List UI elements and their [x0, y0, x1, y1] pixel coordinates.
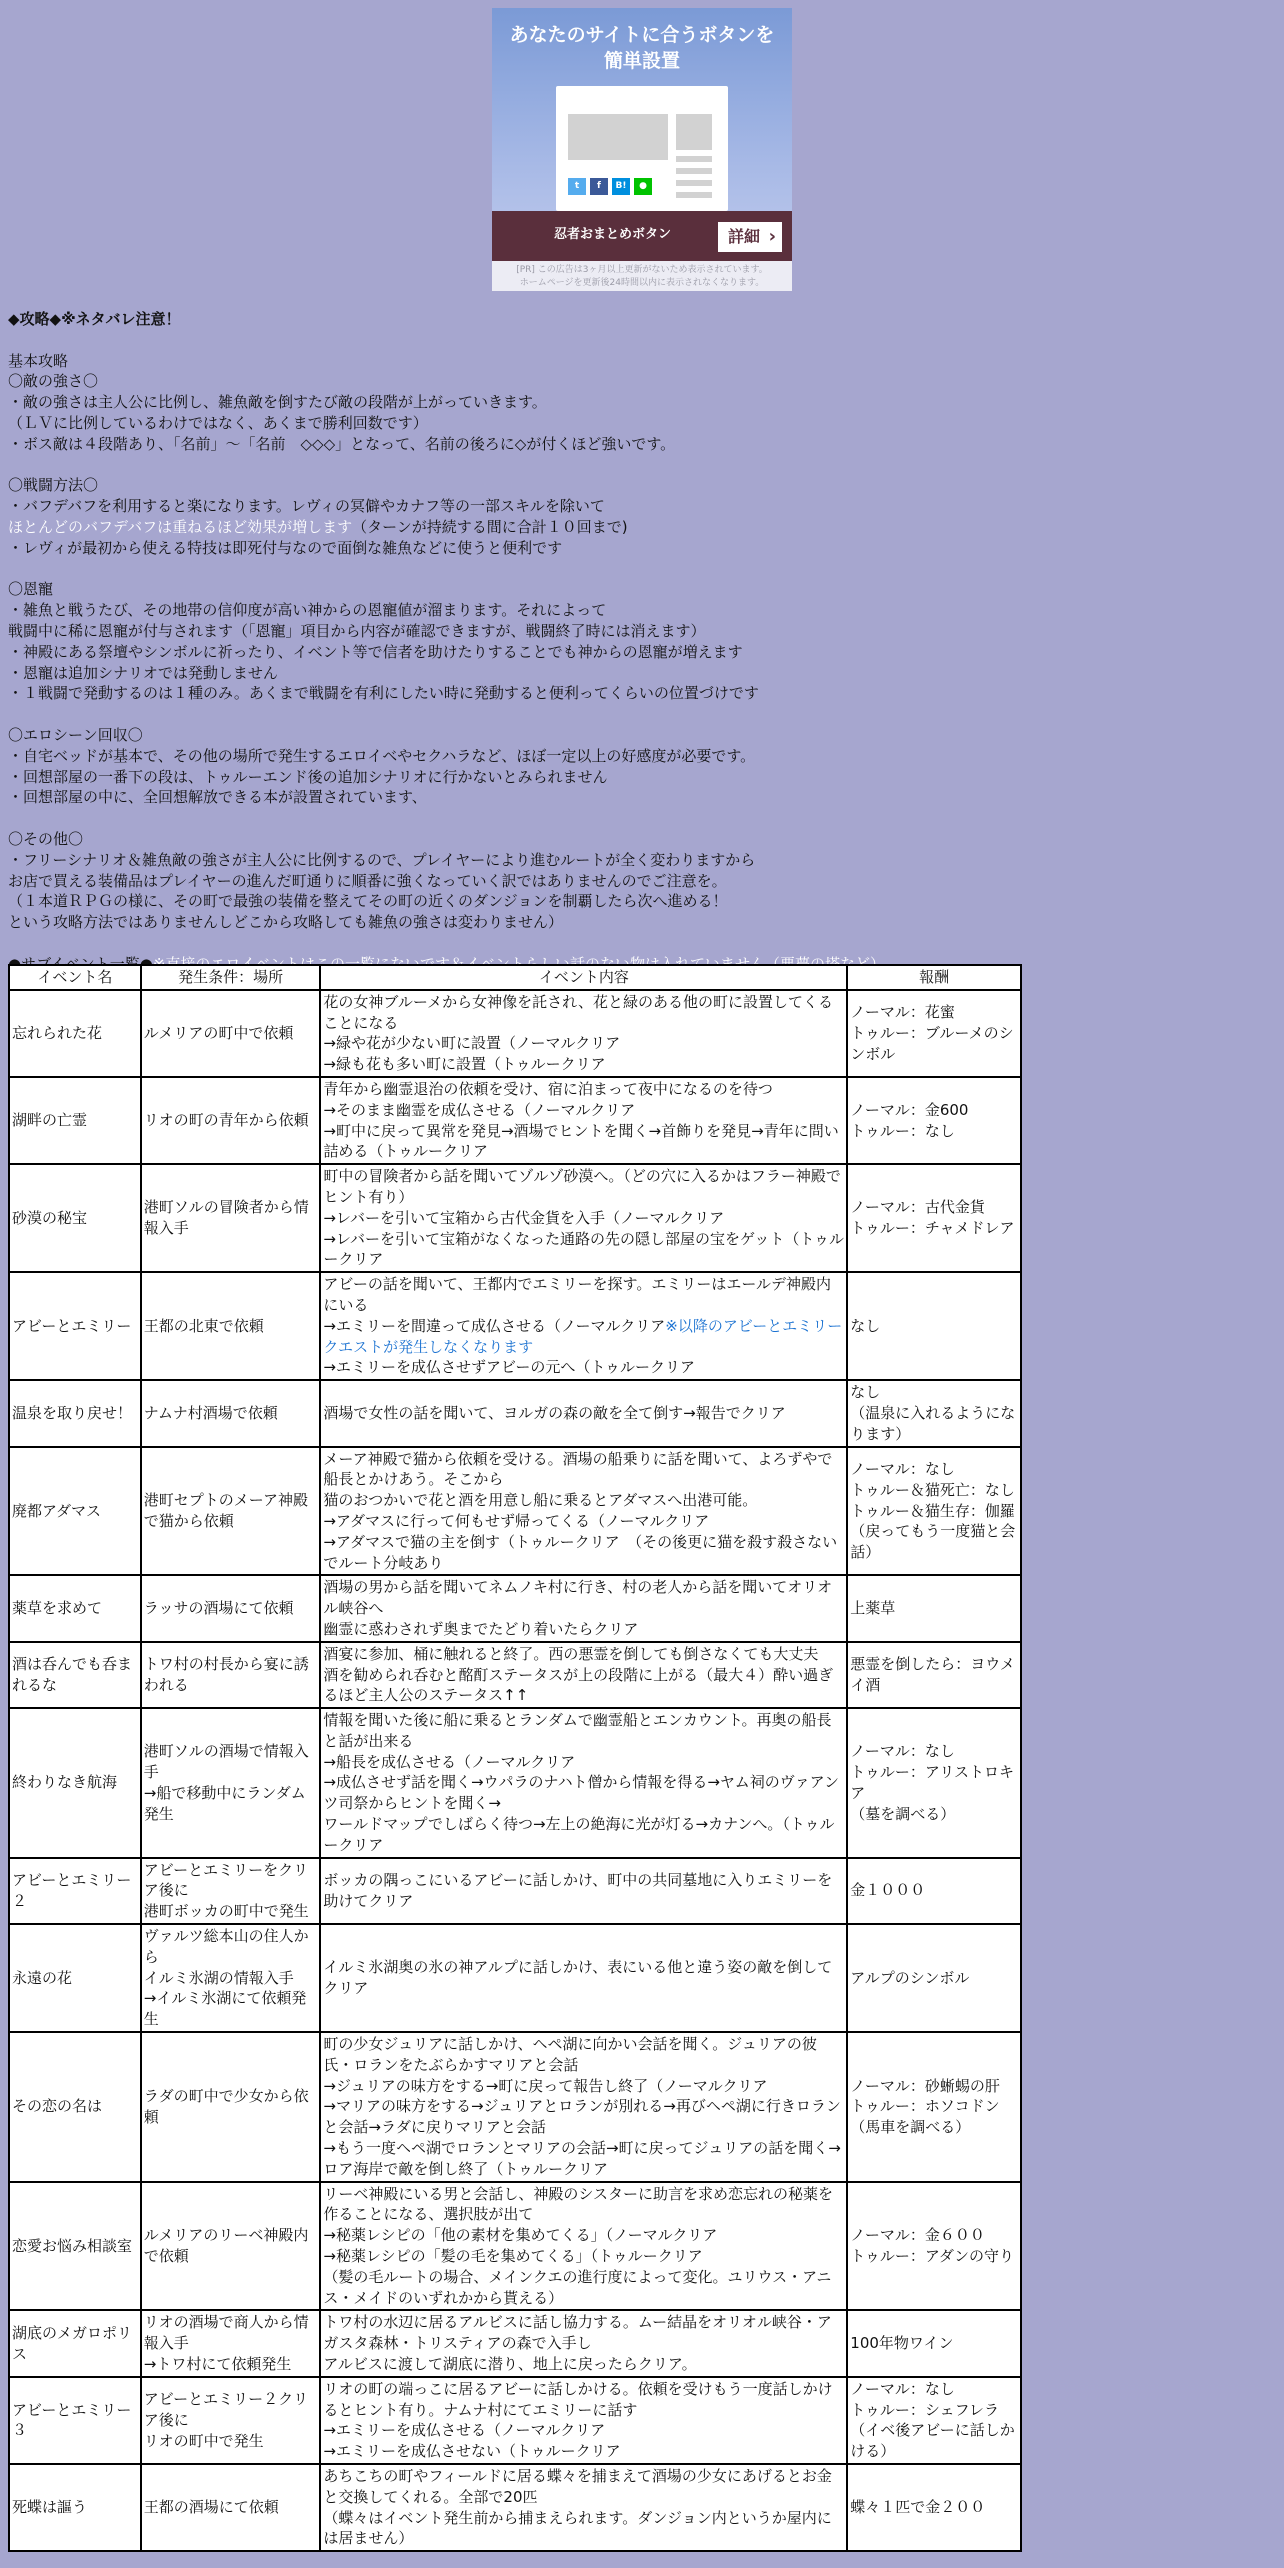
cell-line: →町中に戻って異常を発見→酒場でヒントを聞く→首飾りを発見→青年に問い詰める（トゥルークリア: [323, 1121, 839, 1161]
cell-line: トゥルー：ブルーメのシンボル: [850, 1023, 1014, 1063]
cell-line: →レバーを引いて宝箱から古代金貨を入手（ノーマルクリア: [323, 1208, 725, 1227]
cell-line: 情報を聞いた後に船に乗るとランダムで幽霊船とエンカウント。再奥の船長と話が出来る: [323, 1711, 832, 1750]
cell-line: アビーとエミリー２クリア後に: [143, 2390, 309, 2429]
event-condition-cell: [141, 1642, 321, 1708]
cell-line: トゥルー＆猫生存：伽羅: [850, 1501, 1015, 1520]
text-line: ・神殿にある祭壇やシンボルに祈ったり、イベント等で信者を助けたりすることでも神からの恩寵が増えます: [8, 642, 743, 661]
cell-line: なし: [850, 1383, 881, 1402]
ad-title-line: あなたのサイトに合うボタンを: [509, 24, 775, 46]
table-row: [9, 1164, 1021, 1272]
text-line: ・フリーシナリオ＆雑魚敵の強さが主人公に比例するので、プレイヤーにより進むルートが全く変わりますから: [8, 850, 756, 869]
cell-line: →レバーを引いて宝箱がなくなった通路の先の隠し部屋の宝をゲット（トゥルークリア: [323, 1229, 844, 1269]
cell-line: →もう一度ヘペ湖でロランとマリアの会話→町に戻ってジュリアの話を聞く→ロア海岸で敵を倒し終了（トゥルークリア: [323, 2139, 841, 2178]
event-condition-cell: [141, 1380, 321, 1446]
event-name-cell: [9, 990, 141, 1077]
column-header: イベント名: [9, 965, 141, 990]
column-header: 発生条件：場所: [141, 965, 321, 990]
text-span: （ターンが持続する間に合計１０回まで): [352, 517, 628, 536]
event-name-cell: [9, 1858, 141, 1924]
text-line: （１本道ＲＰＧの様に、その町で最強の装備を整えてその町の近くのダンジョンを制覇したら次へ進める！: [8, 892, 728, 911]
table-header-row: [9, 965, 1021, 990]
event-reward-cell: [847, 2032, 1021, 2182]
cell-line: →エミリーを成仏させずアビーの元へ（トゥルークリア: [323, 1358, 696, 1377]
text-line: ・１戦闘で発動するのは１種のみ。あくまで戦闘を有利にしたい時に発動すると便利ってくらいの位置づけです: [8, 684, 759, 703]
event-content-cell: [320, 2464, 847, 2551]
cell-line: 砂漠の秘宝: [12, 1208, 88, 1227]
event-name-cell: [9, 2032, 141, 2182]
event-condition-cell: [141, 1858, 321, 1924]
table-row: [9, 2182, 1021, 2311]
text-line: [8, 517, 1268, 538]
cell-line: イルミ氷湖の情報入手: [143, 1968, 294, 1987]
cell-line: 上薬草: [850, 1599, 896, 1618]
cell-line: ノーマル：花蜜: [850, 1003, 955, 1022]
guide-heading: ◆攻略◆※ネタバレ注意！: [8, 310, 181, 328]
event-name-cell: [9, 1380, 141, 1446]
column-header: 報酬: [847, 965, 1021, 990]
event-condition-cell: [141, 2377, 321, 2464]
event-content-cell: [320, 1858, 847, 1924]
event-content-cell: [320, 990, 847, 1077]
table-row: [9, 1272, 1021, 1380]
text-line: ・バフデバフを利用すると楽になります。レヴィの冥僻やカナフ等の一部スキルを除いて: [8, 497, 605, 516]
event-condition-cell: [141, 2310, 321, 2376]
event-content-cell: [320, 2377, 847, 2464]
column-header: イベント内容: [320, 965, 847, 990]
cell-line: →秘薬レシピの「他の素材を集めてくる」（ノーマルクリア: [323, 2226, 718, 2245]
table-row: [9, 1077, 1021, 1164]
event-content-cell: [320, 1708, 847, 1858]
event-condition-cell: [141, 1708, 321, 1858]
event-reward-cell: [847, 2377, 1021, 2464]
ad-banner[interactable]: [492, 8, 792, 291]
cell-line: 酒場で女性の話を聞いて、ヨルガの森の敵を全て倒す→報告でクリア: [323, 1403, 786, 1422]
table-row: [9, 2310, 1021, 2376]
event-condition-cell: [141, 1924, 321, 2032]
event-content-cell: [320, 1447, 847, 1576]
cell-line: ボッカの隅っこにいるアビーに話しかけ、町中の共同墓地に入りエミリーを助けてクリア: [323, 1871, 833, 1910]
cell-line: 酒は呑んでも呑まれるな: [12, 1655, 133, 1694]
cell-line: アルプのシンボル: [850, 1968, 970, 1987]
cell-line: トゥルー：チャメドレア: [850, 1219, 1015, 1238]
cell-line: ワールドマップでしばらく待つ→左上の絶海に光が灯る→カナンへ。（トゥルークリア: [323, 1815, 835, 1854]
cell-line: ノーマル：なし: [850, 1459, 955, 1478]
event-reward-cell: [847, 1858, 1021, 1924]
cell-line: トゥルー：ホソコドン: [850, 2097, 1000, 2116]
cell-line: トゥルー＆猫死亡：なし: [850, 1480, 1015, 1499]
cell-line: トワ村の村長から宴に誘われる: [143, 1655, 309, 1694]
event-content-cell: [320, 1575, 847, 1641]
cell-line: →エミリーを成仏させる（ノーマルクリア: [323, 2421, 606, 2440]
cell-line: 死蝶は謳う: [12, 2498, 88, 2517]
table-row: [9, 1380, 1021, 1446]
section-title: 〇エロシーン回収〇: [8, 725, 143, 744]
ad-logo: 忍者おまとめボタン: [554, 227, 672, 242]
line-icon: ●: [634, 178, 652, 195]
event-content-cell: [320, 1642, 847, 1708]
cell-line: →アダマスに行って何もせず帰ってくる（ノーマルクリア: [323, 1511, 710, 1530]
event-name-cell: [9, 2377, 141, 2464]
cell-line: 港町ボッカの町中で発生: [143, 1902, 309, 1921]
event-name-cell: [9, 1575, 141, 1641]
text-line: ・レヴィが最初から使える特技は即死付与なので面倒な雑魚などに使うと便利です: [8, 538, 563, 557]
text-line: 戦闘中に稀に恩寵が付与されます（「恩寵」項目から内容が確認できますが、戦闘終了時には消えます）: [8, 621, 706, 640]
cell-line: →船で移動中にランダム発生: [143, 1783, 306, 1823]
cell-line: →マリアの味方をする→ジュリアとロランが別れる→再びヘペ湖に行きロランと会話→ラダに戻りマリアと会話: [323, 2097, 841, 2137]
event-reward-cell: [847, 1924, 1021, 2032]
warning-note: ※以降のアビーとエミリークエストが発生しなくなります: [323, 1316, 843, 1356]
cell-line: →イルミ氷湖にて依頼発生: [143, 1989, 307, 2029]
text-line: ・自宅ベッドが基本で、その他の場所で発生するエロイベやセクハラなど、ほぼ一定以上の好感度が必要です。: [8, 746, 756, 765]
cell-line: 酒場の男から話を聞いてネムノキ村に行き、村の老人から話を聞いてオリオル峡谷へ: [323, 1578, 833, 1618]
section-title: 〇恩寵: [8, 580, 54, 599]
event-condition-cell: [141, 1164, 321, 1272]
cell-line: 酒を勧められ呑むと酩酊ステータスが上の段階に上がる（最大４）酔い過ぎるほど主人公のステータス↑↑: [323, 1665, 834, 1705]
cell-line: 温泉を取り戻せ！: [12, 1403, 133, 1422]
cell-line: 悪霊を倒したら：ヨウメイ酒: [850, 1655, 1015, 1694]
cell-line: 蝶々１匹で金２００: [850, 2498, 986, 2517]
event-content-cell: [320, 1380, 847, 1446]
cell-line: 猫のおつかいで花と酒を用意し船に乗るとアダマスへ出港可能。: [323, 1491, 758, 1510]
cell-line: ノーマル：金600: [850, 1100, 969, 1119]
event-name-cell: [9, 1924, 141, 2032]
event-reward-cell: [847, 2182, 1021, 2311]
table-row: [9, 1642, 1021, 1708]
cell-line: →船長を成仏させる（ノーマルクリア: [323, 1752, 576, 1771]
cell-line: 忘れられた花: [12, 1023, 103, 1042]
cell-line: リオの町中で発生: [143, 2431, 264, 2450]
ad-detail-button[interactable]: [718, 222, 782, 252]
cell-line: 青年から幽霊退治の依頼を受け、宿に泊まって夜中になるのを待つ: [323, 1079, 773, 1098]
event-content-cell: [320, 2310, 847, 2376]
cell-line: ノーマル：なし: [850, 2379, 955, 2398]
table-row: [9, 2377, 1021, 2464]
cell-line: →エミリーを成仏させない（トゥルークリア: [323, 2442, 621, 2461]
cell-line: →成仏させず話を聞く→ウパラのナハト僧から情報を得る→ヤム祠のヴァアンツ司祭からヒントを聞く→: [323, 1773, 840, 1813]
cell-line: ノーマル：金６００: [850, 2226, 985, 2245]
table-row: [9, 2464, 1021, 2551]
cell-line: →ジュリアの味方をする→町に戻って報告し終了（ノーマルクリア: [323, 2076, 768, 2095]
table-row: [9, 2032, 1021, 2182]
text-line: ・回想部屋の中に、全回想解放できる本が設置されています、: [8, 788, 427, 807]
event-condition-cell: [141, 990, 321, 1077]
cell-line: アルビスに渡して湖底に潜り、地上に戻ったらクリア。: [323, 2355, 697, 2373]
cell-line: 湖畔の亡霊: [12, 1111, 88, 1130]
cell-line: アビーとエミリー３: [12, 2400, 132, 2440]
table-row: [9, 1858, 1021, 1924]
cell-line: （イベ後アビーに話しかける）: [850, 2421, 1015, 2461]
event-name-cell: [9, 1642, 141, 1708]
cell-line: 幽霊に惑わされず奥までたどり着いたらクリア: [323, 1619, 639, 1638]
table-row: [9, 1575, 1021, 1641]
event-content-cell: [320, 1164, 847, 1272]
event-name-cell: [9, 1272, 141, 1380]
hatena-bookmark-icon: B!: [612, 178, 630, 195]
cell-line: 永遠の花: [12, 1968, 73, 1987]
ad-mockup-image: [556, 86, 728, 211]
event-content-cell: [320, 2182, 847, 2311]
cell-line: （戻ってもう一度猫と会話）: [850, 1522, 1016, 1562]
text-line: ・回想部屋の一番下の段は、トゥルーエンド後の追加シナリオに行かないとみられません: [8, 767, 608, 786]
cell-line: 港町ソルの酒場で情報入手: [143, 1742, 309, 1782]
event-condition-cell: [141, 1575, 321, 1641]
cell-line: →トワ村にて依頼発生: [143, 2355, 292, 2373]
cell-line: なし: [850, 1316, 881, 1335]
cell-line: （墓を調べる）: [850, 1804, 956, 1823]
cell-line: →アダマスで猫の主を倒す（トゥルークリア （その後更に猫を殺す殺さないでルート分岐あり: [323, 1532, 838, 1572]
guide-text: [8, 309, 1268, 975]
event-reward-cell: [847, 1077, 1021, 1164]
text-line: ・敵の強さは主人公に比例し、雑魚敵を倒すたび敵の段階が上がっていきます。: [8, 393, 547, 412]
text-line: ・雑魚と戦うたび、その地帯の信仰度が高い神からの恩寵値が溜まります。それによって: [8, 601, 607, 620]
text-line: お店で買える装備品はプレイヤーの進んだ町通りに順番に強くなっていく訳ではありませんのでご注意を。: [8, 871, 727, 890]
cell-line: トゥルー：アダンの守り: [850, 2247, 1015, 2266]
event-condition-cell: [141, 1447, 321, 1576]
cell-line: ノーマル：なし: [850, 1742, 955, 1761]
event-name-cell: [9, 2182, 141, 2311]
event-reward-cell: [847, 2464, 1021, 2551]
cell-line: アビーとエミリー２: [12, 1871, 132, 1910]
ad-notice-line: ホームページを更新後24時間以内に表示されなくなります。: [519, 278, 765, 288]
cell-text: →エミリーを間違って成仏させる（ノーマルクリア: [323, 1316, 666, 1335]
cell-line: アビーの話を聞いて、王都内でエミリーを探す。エミリーはエールデ神殿内にいる: [323, 1275, 832, 1314]
cell-line: あちこちの町やフィールドに居る蝶々を捕まえて酒場の少女にあげるとお金と交換してくれる。全部で20匹: [323, 2466, 832, 2506]
event-reward-cell: [847, 1164, 1021, 1272]
cell-line: 王都の北東で依頼: [143, 1316, 264, 1335]
cell-line: 町の少女ジュリアに話しかけ、ヘペ湖に向かい会話を聞く。ジュリアの彼氏・ロランをたぶらかすマリアと会話: [323, 2035, 817, 2074]
event-condition-cell: [141, 2182, 321, 2311]
facebook-icon: f: [590, 178, 608, 195]
cell-line: ヴァルツ総本山の住人から: [143, 1927, 309, 1966]
event-condition-cell: [141, 2032, 321, 2182]
event-reward-cell: [847, 990, 1021, 1077]
event-content-cell: [320, 1924, 847, 2032]
event-condition-cell: [141, 1272, 321, 1380]
cell-line: トゥルー：なし: [850, 1121, 955, 1140]
cell-line: リオの町の端っこに居るアビーに話しかける。依頼を受けもう一度話しかけるとヒント有り。ナムナ村にてエミリーに話す: [323, 2379, 833, 2419]
event-name-cell: [9, 1447, 141, 1576]
event-content-cell: [320, 2032, 847, 2182]
cell-line: ルメリアの町中で依頼: [143, 1023, 294, 1042]
table-body: [9, 990, 1021, 2551]
event-reward-cell: [847, 1708, 1021, 1858]
event-name-cell: [9, 2464, 141, 2551]
text-line: （ＬＶに比例しているわけではなく、あくまで勝利回数です）: [8, 413, 428, 432]
event-content-cell: [320, 1077, 847, 1164]
cell-line: ノーマル：古代金貨: [850, 1198, 985, 1217]
cell-line: リーベ神殿にいる男と会話し、神殿のシスターに助言を求め恋忘れの秘薬を作ることになる、選択肢が出て: [323, 2184, 833, 2224]
event-reward-cell: [847, 2310, 1021, 2376]
cell-line: 港町セプトのメーア神殿で猫から依頼: [143, 1491, 309, 1530]
cell-line: 港町ソルの冒険者から情報入手: [143, 1198, 309, 1238]
event-reward-cell: [847, 1447, 1021, 1576]
ad-title-line: 簡単設置: [603, 50, 680, 72]
cell-line: （髪の毛ルートの場合、メインクエの進行度によって変化。ユリウス・アニス・メイドのいずれかから貰える）: [323, 2267, 832, 2307]
event-reward-cell: [847, 1642, 1021, 1708]
cell-line: トゥルー：アリストロキア: [850, 1763, 1015, 1802]
cell-line: （馬車を調べる）: [850, 2118, 971, 2137]
cell-line: 湖底のメガロポリス: [12, 2323, 133, 2363]
event-reward-cell: [847, 1575, 1021, 1641]
cell-line: ルメリアのリーベ神殿内で依頼: [143, 2226, 309, 2266]
highlight-text: ほとんどのバフデバフは重ねるほど効果が増します: [8, 517, 353, 536]
section-title: 〇その他〇: [8, 829, 84, 848]
cell-line: リオの町の青年から依頼: [143, 1111, 309, 1130]
event-content-cell: [320, 1272, 847, 1380]
cell-line: 100年物ワイン: [850, 2334, 954, 2353]
text-line: という攻略方法ではありませんしどこから攻略しても雑魚の強さは変わりません）: [8, 913, 564, 932]
ad-detail-label: 詳細: [728, 227, 761, 246]
cell-line: アビーとエミリーをクリア後に: [143, 1860, 309, 1900]
section-title: 〇敵の強さ〇: [8, 372, 99, 391]
event-condition-cell: [141, 2464, 321, 2551]
cell-line: その恋の名は: [12, 2097, 103, 2116]
basic-heading: 基本攻略: [8, 351, 69, 370]
cell-line: ナムナ村酒場で依頼: [143, 1403, 278, 1422]
event-condition-cell: [141, 1077, 321, 1164]
cell-line: 廃都アダマス: [12, 1501, 101, 1520]
ad-bar: [492, 211, 792, 261]
cell-line: 王都の酒場にて依頼: [143, 2498, 279, 2517]
cell-line: メーア神殿で猫から依頼を受ける。酒場の船乗りに話を聞いて、よろずやで船長とかけあう。そこから: [323, 1449, 833, 1489]
cell-line: 酒宴に参加、桶に触れると終了。西の悪霊を倒しても倒さなくても大丈夫: [323, 1644, 819, 1663]
cell-line: →緑や花が少ない町に設置（ノーマルクリア: [323, 1034, 621, 1053]
cell-line: ラダの町中で少女から依頼: [143, 2087, 309, 2126]
cell-line: 町中の冒険者から話を聞いてゾルゾ砂漠へ。（どの穴に入るかはフラー神殿でヒント有り）: [323, 1167, 841, 1206]
cell-line: リオの酒場で商人から情報入手: [143, 2313, 309, 2353]
table-row: [9, 1447, 1021, 1576]
cell-line: トワ村の水辺に居るアルビスに話し協力する。ムー結晶をオリオル峡谷・アガスタ森林・トリスティアの森で入手し: [323, 2313, 832, 2353]
event-name-cell: [9, 1708, 141, 1858]
cell-line: [323, 1316, 844, 1358]
twitter-icon: t: [568, 178, 586, 195]
table-row: [9, 990, 1021, 1077]
event-name-cell: [9, 2310, 141, 2376]
cell-line: （蝶々はイベント発生前から捕まえられます。ダンジョン内というか屋内には居ません）: [323, 2508, 832, 2548]
cell-line: →そのまま幽霊を成仏させる（ノーマルクリア: [323, 1100, 636, 1119]
cell-line: →緑も花も多い町に設置（トゥルークリア: [323, 1055, 606, 1074]
cell-line: ラッサの酒場にて依頼: [143, 1599, 294, 1618]
event-name-cell: [9, 1164, 141, 1272]
text-line: ・恩寵は追加シナリオでは発動しません: [8, 663, 278, 682]
cell-line: アビーとエミリー: [12, 1316, 132, 1335]
text-line: ・ボス敵は４段階あり、「名前」～「名前 ◇◇◇」となって、名前の後ろに◇が付くほど強いです。: [8, 434, 676, 453]
ad-notice-line: [PR] この広告は3ヶ月以上更新がないため表示されています。: [516, 265, 768, 275]
cell-line: トゥルー：シェフレラ: [850, 2400, 1000, 2419]
event-name-cell: [9, 1077, 141, 1164]
cell-line: ノーマル：砂蜥蜴の肝: [850, 2076, 1000, 2095]
section-title: 〇戦闘方法〇: [8, 476, 99, 495]
chevron-right-icon: ›: [768, 226, 776, 247]
table-row: [9, 1924, 1021, 2032]
cell-line: 終わりなき航海: [12, 1773, 118, 1792]
cell-line: 花の女神ブルーメから女神像を託され、花と緑のある他の町に設置してくることになる: [323, 992, 833, 1032]
cell-line: イルミ氷湖奥の氷の神アルプに話しかけ、表にいる他と違う姿の敵を倒してクリア: [323, 1958, 833, 1998]
cell-line: →秘薬レシピの「髪の毛を集めてくる」（トゥルークリア: [323, 2247, 703, 2266]
ad-notice: [492, 261, 792, 291]
cell-line: 薬草を求めて: [12, 1599, 103, 1618]
subevent-table: [8, 964, 1022, 2552]
event-reward-cell: [847, 1272, 1021, 1380]
cell-line: 恋愛お悩み相談室: [12, 2236, 133, 2255]
table-row: [9, 1708, 1021, 1858]
cell-line: （温泉に入れるようになります）: [850, 1403, 1016, 1443]
cell-line: 金１０００: [850, 1881, 926, 1900]
event-reward-cell: [847, 1380, 1021, 1446]
ad-title: [492, 22, 792, 74]
